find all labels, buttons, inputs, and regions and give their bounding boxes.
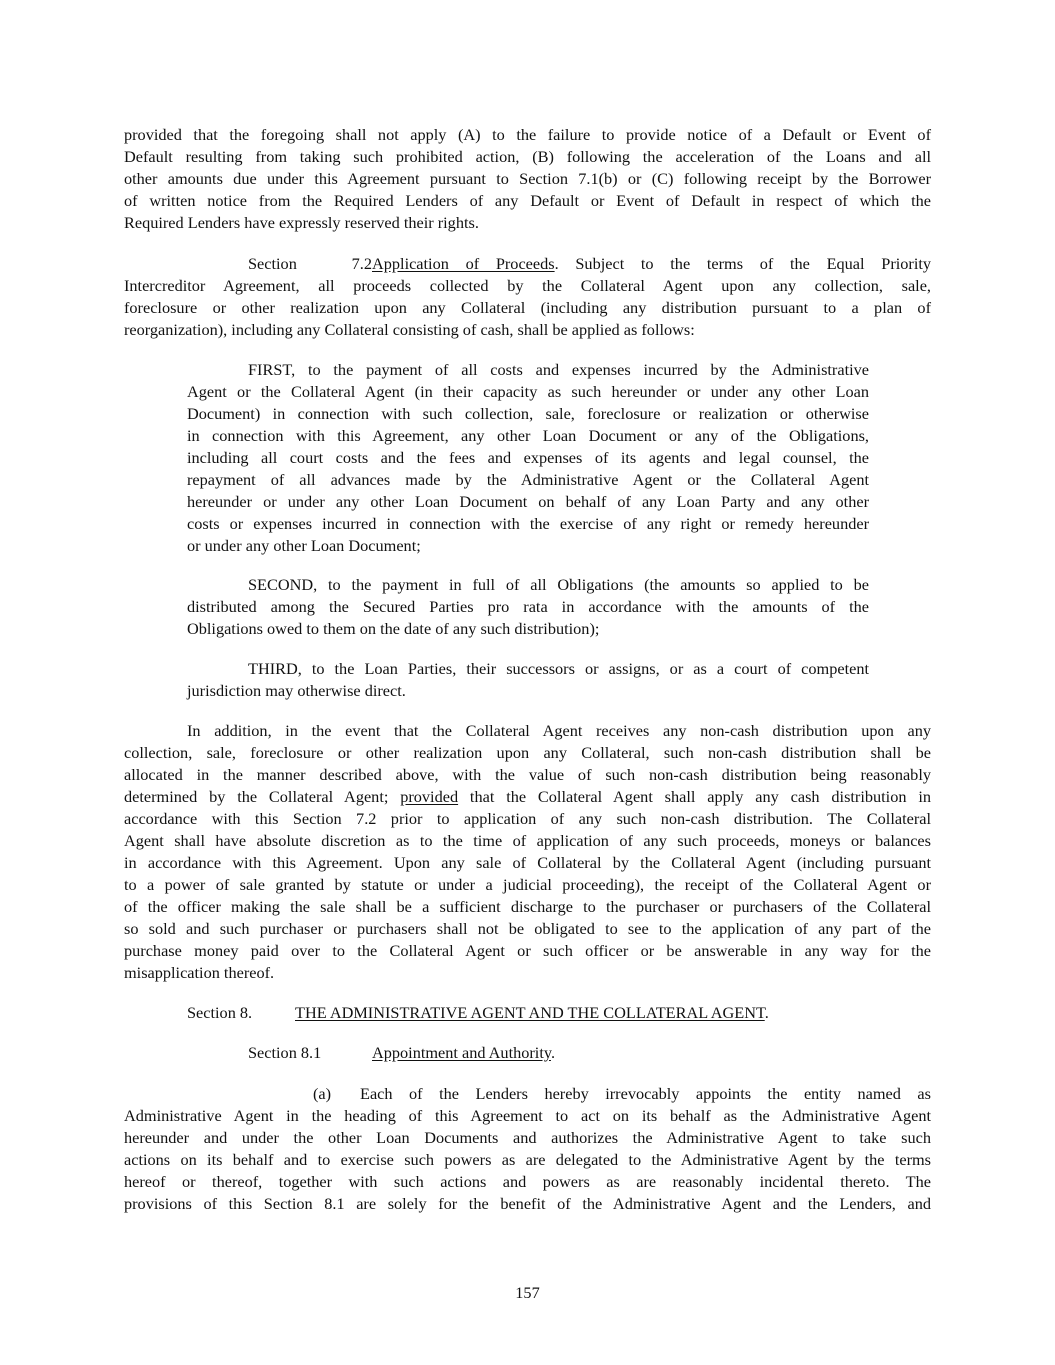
- paragraph-third: [187, 658, 869, 702]
- paragraph-section-7-2: [124, 253, 931, 341]
- text-line: Agent or the Collateral Agent (in their capacity as such hereunder or under any other Loan: [187, 382, 869, 401]
- text-line: actions on its behalf and to exercise such powers as are delegated to the Administrative Agent by the terms: [124, 1150, 931, 1169]
- text-line: or under any other Loan Document;: [187, 536, 421, 555]
- text-line: hereof or thereof, together with such actions and powers as are reasonably incidental thereto. The: [124, 1172, 931, 1191]
- text-line: hereunder and under the other Loan Documents and authorizes the Administrative Agent to take such: [124, 1128, 931, 1147]
- section-8-heading: [124, 1002, 931, 1024]
- text-line: Required Lenders have expressly reserved their rights.: [124, 213, 479, 232]
- text-line: repayment of all advances made by the Administrative Agent or the Collateral Agent: [187, 470, 869, 489]
- paragraph-second: [187, 574, 869, 640]
- text-line: Intercreditor Agreement, all proceeds collected by the Collateral Agent upon any collection, sale,: [124, 276, 931, 295]
- text-line: Administrative Agent in the heading of this Agreement to act on its behalf as the Administrative Agent: [124, 1106, 931, 1125]
- text-segment: that the Collateral Agent shall apply any cash distribution in: [458, 787, 931, 806]
- clause-label: (a): [313, 1084, 332, 1103]
- text-line: reorganization), including any Collateral consisting of cash, shall be applied as follows:: [124, 320, 695, 339]
- text-line: provisions of this Section 8.1 are solely for the benefit of the Administrative Agent and the Lenders, and: [124, 1194, 931, 1213]
- text-line: . Subject to the terms of the Equal Priority: [554, 254, 932, 273]
- section-number: Section 7.2: [248, 254, 372, 273]
- text-line: jurisdiction may otherwise direct.: [187, 681, 406, 700]
- section-number: Section 8.1: [248, 1043, 322, 1062]
- text-line: misapplication thereof.: [124, 963, 275, 982]
- text-line: Agent shall have absolute discretion as to the time of application of any such proceeds, moneys or balances: [124, 831, 931, 850]
- section-8-1-heading: [124, 1042, 931, 1064]
- section-heading: Application of Proceeds: [372, 254, 555, 273]
- text-line: in accordance with this Agreement. Upon any sale of Collateral by the Collateral Agent (including pursuant: [124, 853, 931, 872]
- section-7-2-heading-line: [124, 253, 931, 275]
- text-line: [124, 786, 931, 808]
- section-heading: Appointment and Authority: [372, 1043, 551, 1062]
- text-line: THIRD, to the Loan Parties, their successors or assigns, or as a court of competent: [248, 659, 869, 678]
- section-number: Section 8.: [187, 1003, 253, 1022]
- text-line: so sold and such purchaser or purchasers shall not be obligated to see to the application of any part of the: [124, 919, 931, 938]
- paragraph-first: [187, 359, 869, 557]
- text-line: of written notice from the Required Lenders of any Default or Event of Default in respect of which the: [124, 191, 931, 210]
- section-heading: THE ADMINISTRATIVE AGENT AND THE COLLATERAL AGENT: [295, 1003, 765, 1022]
- page-number: 157: [515, 1283, 540, 1302]
- text-line: accordance with this Section 7.2 prior to application of any such non-cash distribution. The Collateral: [124, 809, 931, 828]
- text-line: distributed among the Secured Parties pro rata in accordance with the amounts of the: [187, 597, 869, 616]
- text-line: Document) in connection with such collection, sale, foreclosure or realization or otherwise: [187, 404, 869, 423]
- clause-a-first-line: [124, 1083, 931, 1105]
- text-line: Obligations owed to them on the date of any such distribution);: [187, 619, 600, 638]
- text-line: in connection with this Agreement, any other Loan Document or any of the Obligations,: [187, 426, 869, 445]
- text-line: Each of the Lenders hereby irrevocably appoints the entity named as: [360, 1084, 931, 1103]
- text-line: foreclosure or other realization upon any Collateral (including any distribution pursuant to a plan of: [124, 298, 931, 317]
- text-line: other amounts due under this Agreement pursuant to Section 7.1(b) or (C) following receipt by the Borrower: [124, 169, 931, 188]
- text-line: In addition, in the event that the Collateral Agent receives any non-cash distribution upon any: [187, 721, 931, 740]
- text-line: of the officer making the sale shall be a sufficient discharge to the purchaser or purchasers of the Collateral: [124, 897, 931, 916]
- text-line: FIRST, to the payment of all costs and expenses incurred by the Administrative: [248, 360, 869, 379]
- text-line: purchase money paid over to the Collateral Agent or such officer or be answerable in any way for the: [124, 941, 931, 960]
- text-line: Default resulting from taking such prohibited action, (B) following the acceleration of the Loans and all: [124, 147, 931, 166]
- text-line: SECOND, to the payment in full of all Obligations (the amounts so applied to be: [248, 575, 869, 594]
- text-line: to a power of sale granted by statute or under a judicial proceeding), the receipt of the Collateral Agent or: [124, 875, 931, 894]
- text-line: costs or expenses incurred in connection with the exercise of any right or remedy hereunder: [187, 514, 869, 533]
- paragraph-in-addition: [124, 720, 931, 984]
- text-line: collection, sale, foreclosure or other realization upon any Collateral, such non-cash distribution shall be: [124, 743, 931, 762]
- text-line: including all court costs and the fees and expenses of its agents and legal counsel, the: [187, 448, 869, 467]
- underlined-term: provided: [400, 787, 459, 806]
- paragraph-8-1-a: [124, 1083, 931, 1215]
- text-line: hereunder or under any other Loan Document on behalf of any Loan Party and any other: [187, 492, 869, 511]
- text-line: allocated in the manner described above, with the value of such non-cash distribution being reasonably: [124, 765, 931, 784]
- paragraph-proviso: [124, 124, 931, 234]
- text-segment: determined by the Collateral Agent;: [124, 787, 401, 806]
- heading-period: .: [764, 1003, 769, 1022]
- text-line: provided that the foregoing shall not apply (A) to the failure to provide notice of a Default or Event of: [124, 125, 931, 144]
- heading-period: .: [550, 1043, 556, 1062]
